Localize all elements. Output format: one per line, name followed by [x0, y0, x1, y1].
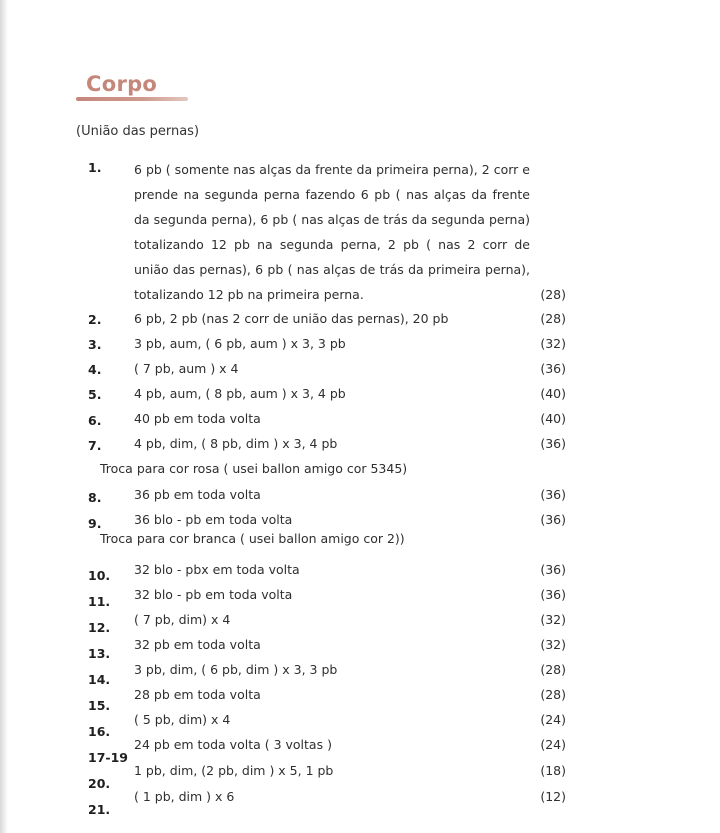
row-text-20: 1 pb, dim, (2 pb, dim ) x 5, 1 pb — [134, 763, 334, 778]
row-number-10: 10. — [88, 568, 111, 583]
row-number-7: 7. — [88, 438, 102, 453]
row-number-2: 2. — [88, 312, 102, 327]
row-text-15: 28 pb em toda volta — [134, 687, 261, 702]
row-text-12: ( 7 pb, dim) x 4 — [134, 612, 231, 627]
row-count-3: (32) — [540, 336, 566, 351]
color-change-note-white: Troca para cor branca ( usei ballon amigo cor 2)) — [100, 531, 405, 546]
row-text-4: ( 7 pb, aum ) x 4 — [134, 361, 239, 376]
title-underline — [76, 97, 188, 101]
row-number-8: 8. — [88, 490, 102, 505]
color-change-note-pink: Troca para cor rosa ( usei ballon amigo cor 5345) — [100, 461, 408, 476]
row-count-8: (36) — [540, 487, 566, 502]
row-text-3: 3 pb, aum, ( 6 pb, aum ) x 3, 3 pb — [134, 336, 346, 351]
row-number-3: 3. — [88, 337, 102, 352]
row-text-10: 32 blo - pbx em toda volta — [134, 562, 300, 577]
row-count-11: (36) — [540, 587, 566, 602]
row-number-13: 13. — [88, 646, 111, 661]
row-count-6: (40) — [540, 411, 566, 426]
row-text-7: 4 pb, dim, ( 8 pb, dim ) x 3, 4 pb — [134, 436, 338, 451]
row-count-2: (28) — [540, 311, 566, 326]
section-title: Corpo — [86, 72, 158, 96]
row-number-14: 14. — [88, 672, 111, 687]
row-number-11: 11. — [88, 594, 111, 609]
row-number-4: 4. — [88, 362, 102, 377]
row-number-12: 12. — [88, 620, 111, 635]
row-count-14: (28) — [540, 662, 566, 677]
row-text-5: 4 pb, aum, ( 8 pb, aum ) x 3, 4 pb — [134, 386, 346, 401]
row-text-8: 36 pb em toda volta — [134, 487, 261, 502]
row-count-13: (32) — [540, 637, 566, 652]
row-text-9: 36 blo - pb em toda volta — [134, 512, 293, 527]
section-subtitle: (União das pernas) — [76, 124, 200, 139]
row-count-16: (24) — [540, 712, 566, 727]
row-number-9: 9. — [88, 516, 102, 531]
row-count-4: (36) — [540, 361, 566, 376]
row-text-21: ( 1 pb, dim ) x 6 — [134, 789, 235, 804]
row-number-20: 20. — [88, 776, 111, 791]
row-number-5: 5. — [88, 387, 102, 402]
row-text-17-19: 24 pb em toda volta ( 3 voltas ) — [134, 737, 332, 752]
row-text-14: 3 pb, dim, ( 6 pb, dim ) x 3, 3 pb — [134, 662, 338, 677]
page-edge-shadow — [0, 0, 8, 833]
row-number-21: 21. — [88, 802, 111, 817]
row-count-21: (12) — [540, 789, 566, 804]
row-text-1: 6 pb ( somente nas alças da frente da primeira perna), 2 corr e prende na segunda perna fazendo 6 pb ( nas alças da frente da segunda perna), 6 pb ( nas alças de trás da segunda perna) totalizando 12 pb na segunda perna, 2 pb ( nas 2 corr de união das pernas), 6 pb ( nas alças de trás da primeira perna), totalizando 12 pb na primeira perna. — [134, 162, 530, 302]
row-count-17-19: (24) — [540, 737, 566, 752]
row-text-16: ( 5 pb, dim) x 4 — [134, 712, 231, 727]
row-number-17-19: 17-19 — [88, 750, 128, 765]
row-count-7: (36) — [540, 436, 566, 451]
row-count-5: (40) — [540, 386, 566, 401]
row-number-1: 1. — [88, 160, 102, 175]
row-number-6: 6. — [88, 413, 102, 428]
row-count-15: (28) — [540, 687, 566, 702]
row-count-12: (32) — [540, 612, 566, 627]
row-count-1: (28) — [540, 287, 566, 302]
row-count-10: (36) — [540, 562, 566, 577]
row-text-13: 32 pb em toda volta — [134, 637, 261, 652]
row-text-11: 32 blo - pb em toda volta — [134, 587, 293, 602]
row-number-16: 16. — [88, 724, 111, 739]
row-text-6: 40 pb em toda volta — [134, 411, 261, 426]
row-number-15: 15. — [88, 698, 111, 713]
row-count-9: (36) — [540, 512, 566, 527]
row-count-20: (18) — [540, 763, 566, 778]
row-text-2: 6 pb, 2 pb (nas 2 corr de união das pernas), 20 pb — [134, 311, 449, 326]
